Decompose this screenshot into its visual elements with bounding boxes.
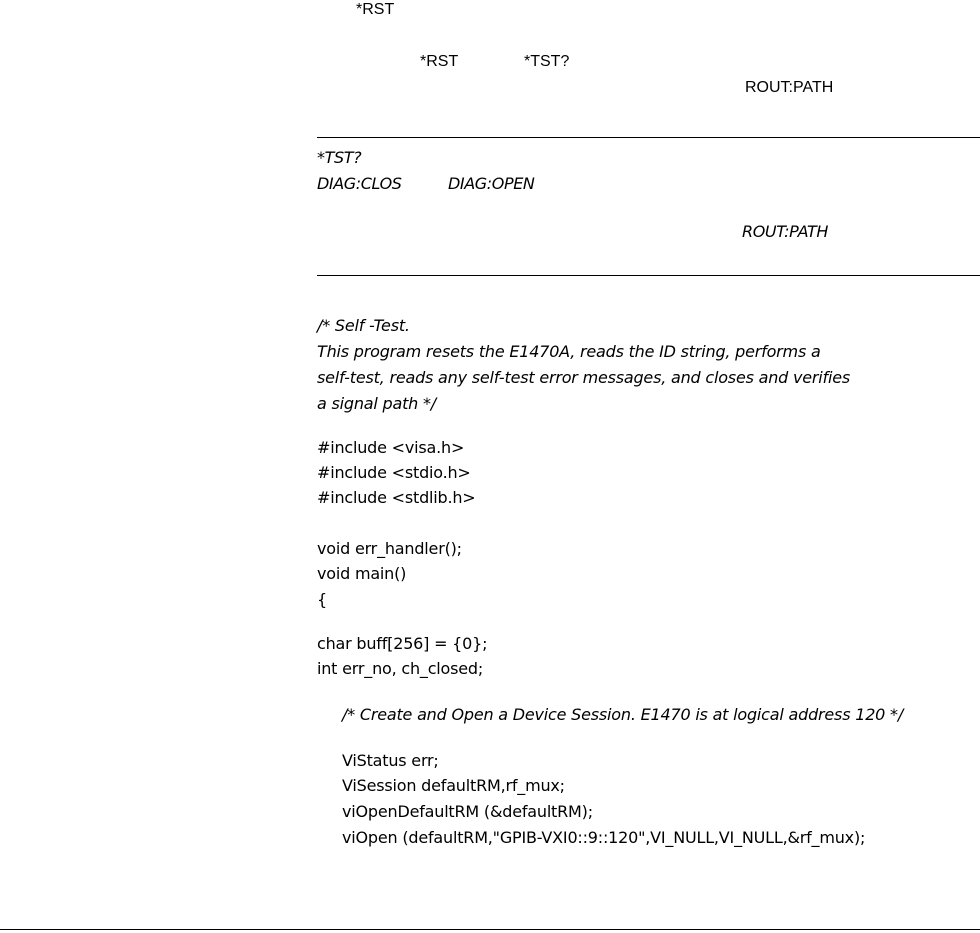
code-include-line: #include <stdlib.h> — [317, 488, 476, 507]
rst-command-text: *RST — [420, 53, 459, 70]
code-comment-line: a signal path */ — [317, 394, 436, 413]
note-bottom-rule — [317, 275, 980, 276]
note-tst-text: *TST? — [317, 148, 362, 167]
code-comment-line: This program resets the E1470A, reads the ID string, performs a — [317, 342, 821, 361]
note-top-rule — [317, 137, 980, 138]
page-footer-rule — [0, 929, 980, 930]
code-comment-line: /* Self -Test. — [317, 316, 410, 335]
code-include-line: #include <visa.h> — [317, 438, 465, 457]
note-diag-open-text: DIAG:OPEN — [448, 174, 535, 193]
rout-path-command-text: ROUT:PATH — [745, 79, 834, 96]
note-diag-clos-text: DIAG:CLOS — [317, 174, 402, 193]
code-session-line: ViSession defaultRM,rf_mux; — [342, 776, 565, 795]
tst-command-text: *TST? — [524, 53, 570, 70]
code-declaration-line: { — [317, 590, 327, 609]
rst-command-text: *RST — [356, 1, 395, 18]
code-variable-line: int err_no, ch_closed; — [317, 659, 484, 678]
code-declaration-line: void main() — [317, 564, 407, 583]
code-declaration-line: void err_handler(); — [317, 539, 462, 558]
code-session-comment: /* Create and Open a Device Session. E1470 is at logical address 120 */ — [342, 705, 904, 724]
note-rout-path-text: ROUT:PATH — [742, 222, 828, 241]
code-comment-line: self-test, reads any self-test error messages, and closes and verifies — [317, 368, 850, 387]
code-variable-line: char buff[256] = {0}; — [317, 634, 488, 653]
code-session-line: viOpenDefaultRM (&defaultRM); — [342, 802, 593, 821]
code-session-line: viOpen (defaultRM,"GPIB-VXI0::9::120",VI_NULL,VI_NULL,&rf_mux); — [342, 828, 866, 847]
code-session-line: ViStatus err; — [342, 751, 439, 770]
code-include-line: #include <stdio.h> — [317, 463, 471, 482]
